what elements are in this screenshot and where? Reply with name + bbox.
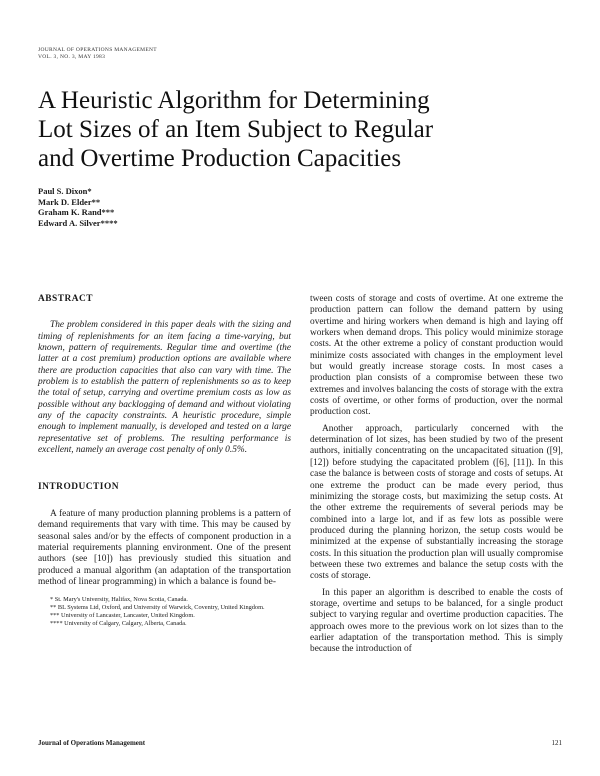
journal-name: JOURNAL OF OPERATIONS MANAGEMENT xyxy=(38,47,157,53)
footnote: *** University of Lancaster, Lancaster, United Kingdom. xyxy=(50,611,195,619)
body-paragraph: tween costs of storage and costs of overtime. At one extreme the production pattern can follow the demand pattern by using overtime and hiring workers when demand is high and laying off workers when demand drops. This policy would minimize storage costs. At the other extreme a policy of constant production would minimize costs associated with changes in the employment level but would greatly increase storage costs. In most cases a production plan consists of a compromise between these two extremes and involves balancing the costs of storage with the extra costs of overtime, or other forms of production, over the normal production cost. xyxy=(310,294,563,418)
author: Edward A. Silver**** xyxy=(38,217,118,228)
body-paragraph: In this paper an algorithm is described to enable the costs of storage, overtime and setups to be balanced, for a single product subject to varying regular and overtime production capacities. The approach owes more to the previous work on lot sizes than to the earlier adaptation of the transportation method. This is simply because the introduction of xyxy=(310,587,563,655)
page-number: 121 xyxy=(551,739,562,747)
title-line: Lot Sizes of an Item Subject to Regular xyxy=(38,116,434,143)
right-column xyxy=(310,294,563,656)
author: Graham K. Rand*** xyxy=(38,207,115,217)
title-line: A Heuristic Algorithm for Determining xyxy=(38,87,430,114)
abstract-text: The problem considered in this paper deals with the sizing and timing of replenishments for an item facing a time-varying, but known, pattern of requirements. Regular time and overtime (the latter at a cost premium) production options are available where there are production capacities that also can vary with time. The problem is to establish the pattern of replenishments so as to keep the total of setup, carrying and overtime premium costs as low as possible without any backlogging of demand and without violating any of the capacity constraints. A heuristic procedure, simple enough to implement manually, is developed and tested on a large representative set of problems. The resulting performance is excellent, namely an average cost penalty of only 0.5%. xyxy=(38,320,291,456)
footnotes xyxy=(38,596,291,627)
body-paragraph: Another approach, particularly concerned with the determination of lot sizes, has been studied by two of the present authors, initially concentrating on the uncapacitated situation ([9], [12]) before studying the capacitated problem ([6], [11]). In this case the balance is between costs of storage and costs of setups. At one extreme the product can be made every period, thus minimizing the storage costs, but maximizing the setup costs. At the other extreme the requirements of several periods may be combined into a large lot, and if as few lots as possible were produced during the planning horizon, the setup costs would be minimized at the expense of substantially increasing the storage costs. In this situation the production plan will usually compromise between these two extremes and balance the setup costs with the costs of storage. xyxy=(310,423,563,582)
footnote: * St. Mary's University, Halifax, Nova Scotia, Canada. xyxy=(50,596,188,604)
abstract-heading: ABSTRACT xyxy=(38,294,94,304)
title-line: and Overtime Production Capacities xyxy=(38,145,402,172)
author-list xyxy=(38,186,118,228)
footer-journal: Journal of Operations Management xyxy=(38,739,146,747)
journal-issue: VOL. 3, NO. 3, MAY 1983 xyxy=(38,54,106,60)
introduction-paragraph: A feature of many production planning problems is a pattern of demand requirements that vary with time. This may be caused by seasonal sales and/or by the effects of component production in a material requirements planning environment. One of the present authors (see [10]) has previously studied this situation and produced a manual algorithm (an adaptation of the transportation method of linear programming) in which a balance is found be- xyxy=(38,508,291,587)
author: Paul S. Dixon* xyxy=(38,186,92,196)
journal-header xyxy=(38,47,157,61)
footnote: **** University of Calgary, Calgary, Alberta, Canada. xyxy=(50,619,187,627)
footnote: ** BL Systems Ltd, Oxford, and University of Warwick, Coventry, United Kingdom. xyxy=(50,604,265,612)
author: Mark D. Elder** xyxy=(38,196,101,207)
paper-title xyxy=(38,86,478,173)
left-column xyxy=(38,294,291,627)
introduction-heading: INTRODUCTION xyxy=(38,482,120,493)
